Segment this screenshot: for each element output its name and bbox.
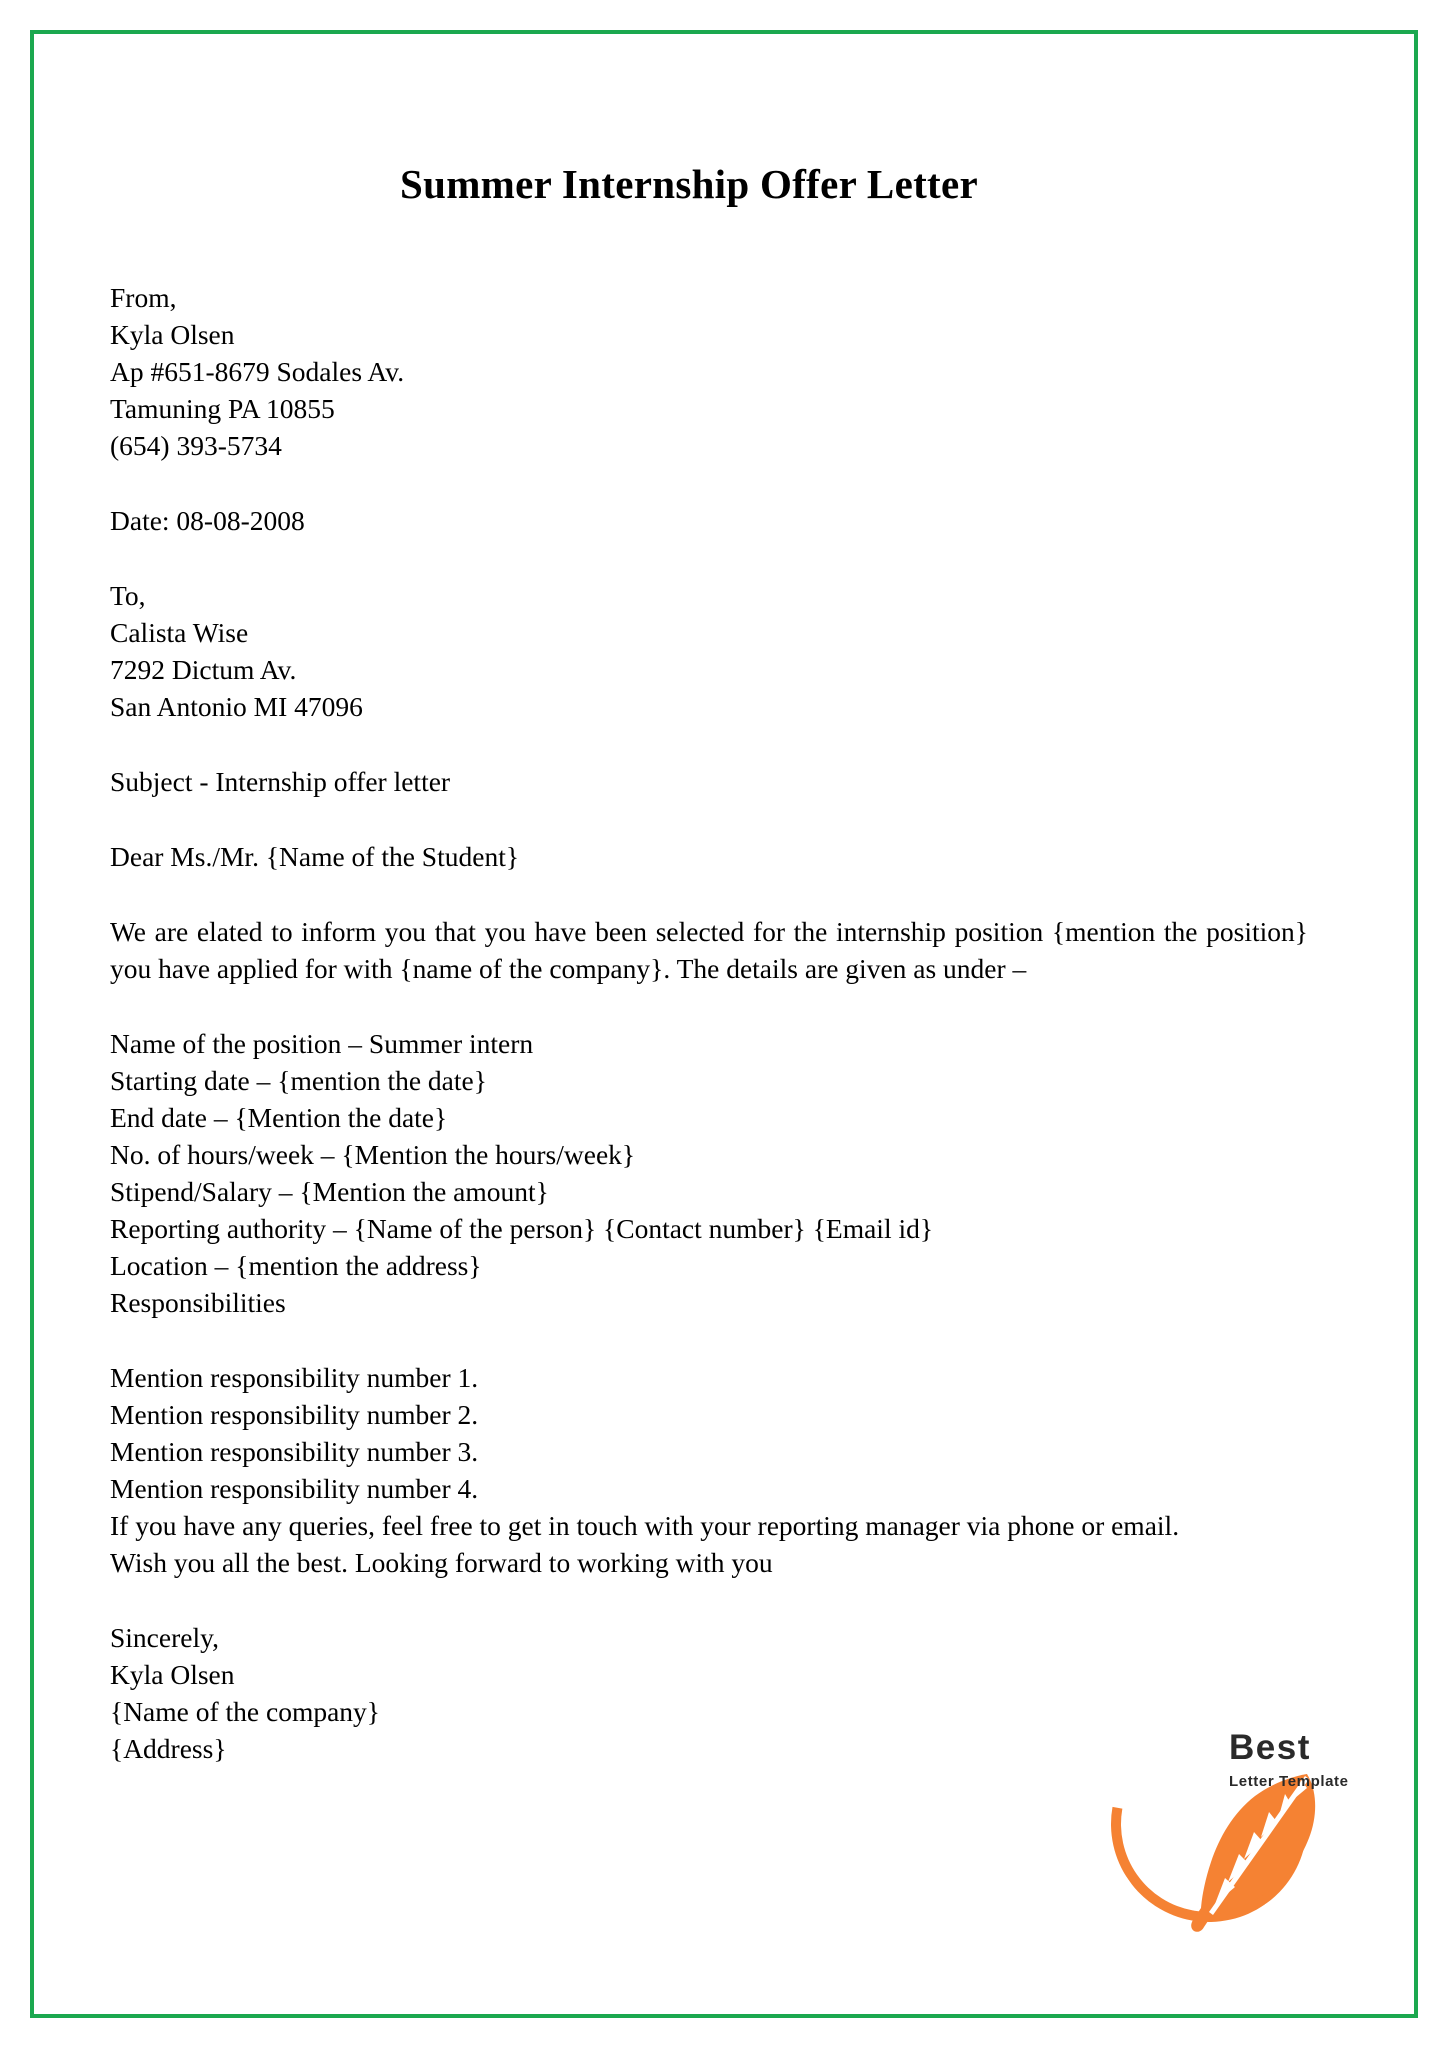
closing-line: If you have any queries, feel free to get in touch with your reporting manager via phone or email. [110, 1509, 1180, 1541]
logo-text-group [1229, 1730, 1394, 1789]
feather-icon [1157, 1768, 1342, 1943]
spacer-before-date [110, 465, 1328, 503]
sender-label: From, [110, 282, 177, 313]
details-list [110, 1026, 1328, 1322]
salutation-line: Dear Ms./Mr. {Name of the Student} [110, 840, 520, 872]
salutation-block [110, 839, 1328, 876]
title-spacer [110, 208, 1328, 280]
responsibility-item: Mention responsibility number 3. [110, 1435, 479, 1467]
detail-item: No. of hours/week – {Mention the hours/week} [110, 1138, 636, 1170]
signature-closing: Sincerely, [110, 1621, 219, 1653]
detail-item: Name of the position – Summer intern [110, 1027, 534, 1059]
logo-primary-text: Best [1229, 1728, 1311, 1767]
detail-item: End date – {Mention the date} [110, 1101, 448, 1133]
subject-line: Subject - Internship offer letter [110, 765, 451, 797]
spacer-before-body [110, 876, 1328, 914]
sender-block [110, 280, 1328, 465]
responsibility-item: Mention responsibility number 2. [110, 1398, 479, 1430]
spacer-before-signature [110, 1582, 1328, 1620]
signature-name: Kyla Olsen [110, 1658, 235, 1690]
recipient-city-state-zip: San Antonio MI 47096 [110, 690, 363, 722]
responsibility-item: Mention responsibility number 1. [110, 1361, 479, 1393]
spacer-before-recipient [110, 540, 1328, 578]
recipient-name: Calista Wise [110, 616, 249, 648]
sender-name: Kyla Olsen [110, 318, 235, 350]
detail-item: Reporting authority – {Name of the person} {Contact number} {Email id} [110, 1212, 934, 1244]
sender-phone: (654) 393-5734 [110, 429, 282, 461]
spacer-before-details [110, 988, 1328, 1026]
subject-block [110, 764, 1328, 801]
detail-item: Stipend/Salary – {Mention the amount} [110, 1175, 549, 1207]
sender-city-state-zip: Tamuning PA 10855 [110, 392, 335, 424]
detail-item: Starting date – {mention the date} [110, 1064, 487, 1096]
spacer-before-subject [110, 726, 1328, 764]
spacer-before-responsibilities [110, 1322, 1328, 1360]
recipient-block [110, 578, 1328, 726]
body-paragraph: We are elated to inform you that you have been selected for the internship position {mention the position} you have applied for with {name of the company}. The details are given as under – [110, 915, 1308, 984]
recipient-label: To, [110, 579, 146, 611]
signature-company: {Name of the company} [110, 1695, 380, 1727]
detail-item: Responsibilities [110, 1286, 286, 1318]
page-title: Summer Internship Offer Letter [400, 161, 978, 207]
responsibilities-list [110, 1360, 1328, 1582]
sender-street: Ap #651-8679 Sodales Av. [110, 355, 405, 387]
date-block [110, 503, 1328, 540]
recipient-street: 7292 Dictum Av. [110, 653, 297, 685]
date-line: Date: 08-08-2008 [110, 504, 305, 536]
signature-address: {Address} [110, 1732, 227, 1764]
spacer-before-salutation [110, 801, 1328, 839]
best-letter-template-logo [1111, 1708, 1386, 1943]
logo-secondary-text: Letter Template [1229, 1773, 1349, 1790]
detail-item: Location – {mention the address} [110, 1249, 482, 1281]
responsibility-item: Mention responsibility number 4. [110, 1472, 479, 1504]
closing-line: Wish you all the best. Looking forward to working with you [110, 1546, 773, 1578]
